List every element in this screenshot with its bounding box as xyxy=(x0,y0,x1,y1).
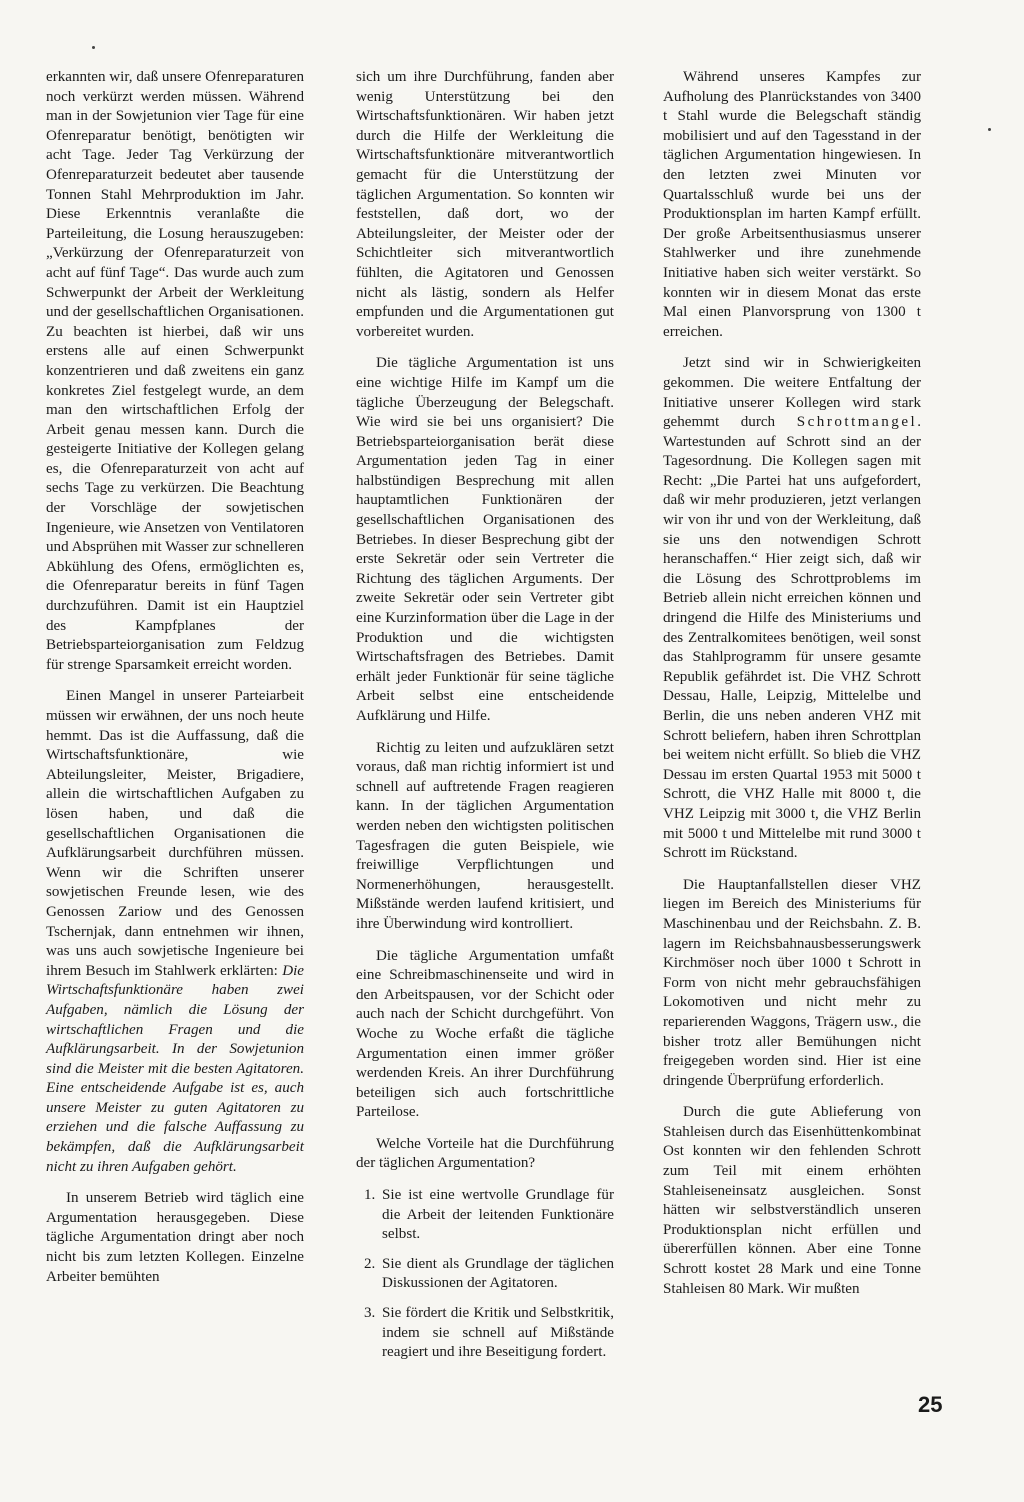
list-number: 3. xyxy=(364,1305,376,1322)
paragraph: Welche Vorteile hat die Durchführung der täglichen Argumentation? xyxy=(356,1135,614,1172)
text-column-2 xyxy=(356,68,614,1373)
text-column-3 xyxy=(663,68,921,1311)
list-text: Sie fördert die Kritik und Selbstkritik, indem sie schnell auf Mißstände reagiert und ihre Beseitigung fordert. xyxy=(382,1305,614,1361)
list-item xyxy=(356,1304,614,1363)
paragraph-text: Jetzt sind wir in Schwierigkeiten gekommen. Die weitere Entfaltung der Initiative unserer Kollegen wird stark gehemmt durch xyxy=(663,355,921,431)
paragraph: Die tägliche Argumentation ist uns eine wichtige Hilfe im Kampf um die tägliche Überzeugung der Belegschaft. Wie wird sie bei uns organisiert? Die Betriebsparteiorganisation berät diese Argumentation jeden Tag in einer halbstündigen Besprechung mit allen hauptamtlichen Funktionären der gesellschaftlichen Organisationen des Betriebes. In dieser Besprechung gibt der erste Sekretär oder sein Vertreter die Richtung des täglichen Arguments. Der zweite Sekretär oder sein Vertreter gibt eine Kurzinformation über die Lage in der Produktion und die wichtigsten Wirtschaftsfragen des Betriebes. Damit erhält jeder Funktionär für seine tägliche Arbeit selbst eine entscheidende Aufklärung und Hilfe. xyxy=(356,355,614,724)
list-item xyxy=(356,1186,614,1245)
paragraph: Während unseres Kampfes zur Aufholung des Planrückstandes von 3400 t Stahl wurde die Belegschaft ständig mobilisiert und auf den Tagesstand in der täglichen Argumentation hingewiesen. In den letzten zwei Minuten vor Quartalsschluß wurde bei uns der Produktionsplan im harten Kampf erfüllt. Der große Arbeitsenthusiasmus unserer Stahlwerker und ihre zunehmende Initiative haben sich weiter verstärkt. So konnten wir in diesem Monat das erste Mal einen Planvorsprung von 1300 t erreichen. xyxy=(663,69,921,340)
paragraph: Die Hauptanfallstellen dieser VHZ liegen im Bereich des Ministeriums für Maschinenbau und der Reichsbahn. Z. B. lagern im Reichsbahnausbesserungswerk Kirchmöser noch über 1000 t Schrott in Form von nicht mehr gebrauchsfähigen Lokomotiven und nicht mehr zu reparierenden Waggons, Trägern usw., die bisher trotz aller Bemühungen nicht freigegeben worden sind. Hier ist eine dringende Überprüfung erforderlich. xyxy=(663,876,921,1089)
print-speck xyxy=(988,128,991,131)
paragraph xyxy=(663,354,921,863)
paragraph: sich um ihre Durchführung, fanden aber wenig Unterstützung bei den Wirtschaftsfunktionären. Wir haben jetzt durch die Hilfe der Werkleitung die Wirtschaftsfunktionäre mitverantwortlich gemacht für die Unterstützung der täglichen Argumentation. So konnten wir feststellen, daß dort, wo der Abteilungsleiter, der Meister oder der Schichtleiter sich mitverantwortlich fühlten, die Agitatoren und Genossen nicht als lästig, sondern als Helfer empfunden und die Argumentationen gut vorbereitet wurden. xyxy=(356,69,614,340)
list-number: 1. xyxy=(364,1187,376,1204)
paragraph-text: . Wartestunden auf Schrott sind an der Tagesordnung. Die Kollegen sagen mit Recht: „Die Partei hat uns aufgefordert, daß wir mehr produzieren, jetzt verlangen wir von ihr und von der Werkleitung, daß sie uns den notwendigen Schrott heranschaffen.“ Hier zeigt sich, daß wir die Lösung des Schrottproblems im Betrieb allein nicht erreichen können und dringend die Hilfe des Ministeriums und des Zentralkomitees benötigen, weil sonst das Stahlprogramm für unsere gesamte Republik gefährdet ist. Die VHZ Schrott Dessau, Halle, Leipzig, Mittelelbe und Berlin, die uns neben anderen VHZ mit Schrott beliefern, haben ihren Schrottplan bei weitem nicht erfüllt. So blieb die VHZ Dessau im ersten Quartal 1953 mit 5000 t Schrott, die VHZ Halle mit 8000 t, die VHZ Leipzig mit 3000 t, die VHZ Berlin mit 5000 t und Mittelelbe mit rund 3000 t Schrott im Rückstand. xyxy=(663,414,921,862)
list-item xyxy=(356,1255,614,1294)
list-text: Sie ist eine wertvolle Grundlage für die Arbeit der leitenden Funktionäre selbst. xyxy=(382,1187,614,1243)
print-speck xyxy=(92,46,95,49)
paragraph: Die tägliche Argumentation umfaßt eine Schreibmaschinenseite und wird in den Arbeitspausen, vor der Schicht oder auch nach der Schicht durchgeführt. Von Woche zu Woche erfaßt die tägliche Argumentation einen immer größer werdenden Kreis. An ihrer Durchführung beteiligen sich auch fortschrittliche Parteilose. xyxy=(356,947,614,1121)
numbered-list xyxy=(356,1186,614,1363)
page-number: 25 xyxy=(918,1392,943,1417)
list-text: Sie dient als Grundlage der täglichen Diskussionen der Agitatoren. xyxy=(382,1255,614,1292)
paragraph: erkannten wir, daß unsere Ofenreparaturen noch verkürzt werden müssen. Während man in der Sowjetunion vier Tage für eine Ofenreparatur benötigt, benötigten wir acht Tage. Jeder Tag Verkürzung der Ofenreparaturzeit bedeutet aber tausende Tonnen Stahl Mehrproduktion im Jahr. Diese Erkenntnis veranlaßte die Parteileitung, die Losung herauszugeben: „Verkürzung der Ofenreparaturzeit von acht auf fünf Tage“. Das wurde auch zum Schwerpunkt der Arbeit der Werkleitung und der gesellschaftlichen Organisationen. Zu beachten ist hierbei, daß wir uns erstens alle auf einen Schwerpunkt konzentrieren und daß zweitens ein ganz konkretes Ziel festgelegt wurde, an dem man den wirtschaftlichen Erfolg der Arbeit genau messen kann. Durch die gesteigerte Initiative der Kollegen gelang es, die Ofenreparaturzeit von acht auf sechs Tage zu verkürzen. Die Beachtung der Vorschläge der sowjetischen Ingenieure, wie Ansetzen von Ventilatoren und Absprühen mit Wasser zur schnelleren Abkühlung des Ofens, ermöglichten es, die Ofenreparatur bereits in fünf Tagen durchzuführen. Damit ist ein Hauptziel des Kampfplanes der Betriebsparteiorganisation zum Feldzug für strenge Sparsamkeit erreicht worden. xyxy=(46,69,304,673)
paragraph-text: Einen Mangel in unserer Parteiarbeit müssen wir erwähnen, der uns noch heute hemmt. Das ist die Auffassung, daß die Wirtschaftsfunktionäre, wie Abteilungsleiter, Meister, Brigadiere, allein die wirtschaftlichen Aufgaben zu lösen haben, und daß die gesellschaftlichen Organisationen die Aufklärungsarbeit durchführen müssen. Wenn wir die Schriften unserer sowjetischen Freunde lesen, wie des Genossen Zariow und des Genossen Tschernjak, dann entnehmen wir ihnen, was uns auch sowjetische Ingenieure bei ihrem Besuch im Stahlwerk erklärten: xyxy=(46,688,304,979)
paragraph: In unserem Betrieb wird täglich eine Argumentation herausgegeben. Diese tägliche Argumentation dringt aber noch nicht bis zum letzten Kollegen. Einzelne Arbeiter bemühten xyxy=(46,1190,304,1285)
paragraph: Richtig zu leiten und aufzuklären setzt voraus, daß man richtig informiert ist und schnell auf auftretende Fragen reagieren kann. In der täglichen Argumentation werden neben den wichtigsten politischen Tagesfragen die guten Beispiele, wie freiwillige Verpflichtungen und Normenerhöhungen, herausgestellt. Mißstände werden laufend kritisiert, und ihre Überwindung wird kontrolliert. xyxy=(356,739,614,932)
emphasized-quote: Die Wirtschaftsfunktionäre haben zwei Aufgaben, nämlich die Lösung der wirtschaftlichen Fragen und die Aufklärungsarbeit. In der Sowjetunion sind die Meister mit die besten Agitatoren. Eine entscheidende Aufgabe ist es, auch unsere Meister zu guten Agitatoren zu erziehen und die falsche Auffassung zu bekämpfen, daß die Aufklärungsarbeit nicht zu ihren Aufgaben gehört. xyxy=(46,962,304,1175)
text-column-1 xyxy=(46,68,304,1299)
paragraph xyxy=(46,687,304,1177)
list-number: 2. xyxy=(364,1255,376,1272)
paragraph: Durch die gute Ablieferung von Stahleisen durch das Eisenhüttenkombinat Ost konnten wir den fehlenden Schrott zum Teil mit einem erhöhten Stahleiseneinsatz ausgleichen. Sonst hätten wir selbstverständlich unseren Produktionsplan nicht erfüllen und übererfüllen können. Aber eine Tonne Schrott kostet 28 Mark und eine Tonne Stahleisen 80 Mark. Wir mußten xyxy=(663,1104,921,1297)
spaced-emphasis: Schrottmangel xyxy=(796,414,918,431)
